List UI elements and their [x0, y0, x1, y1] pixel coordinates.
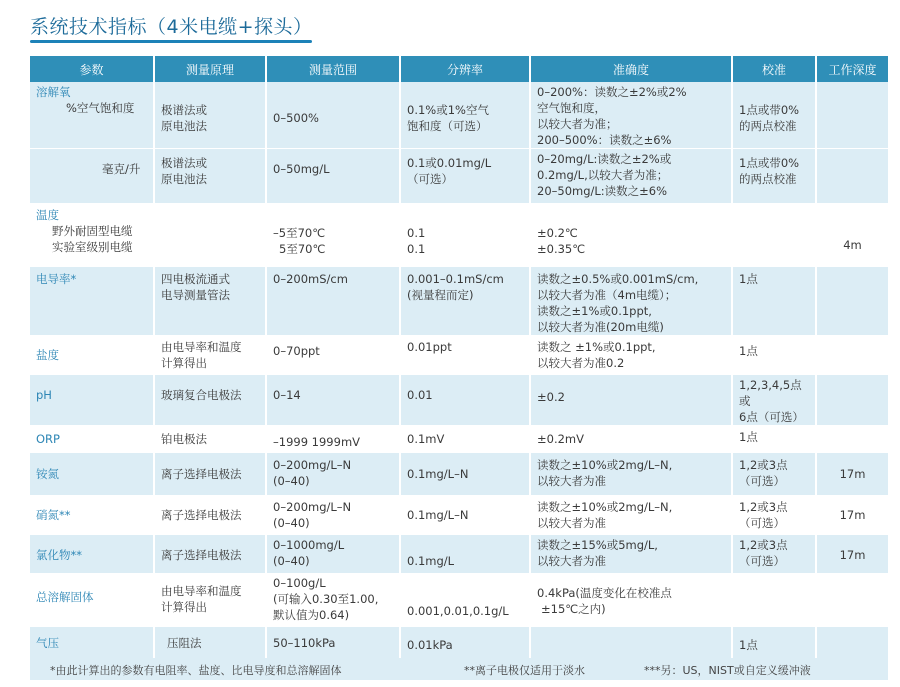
range-cell: 0–200mS/cm — [266, 267, 400, 335]
range-cell: 0–200mg/L–N (0–40) — [266, 495, 400, 535]
footnote-2: **离子电极仅适用于淡水 — [464, 664, 585, 677]
table-row — [30, 495, 888, 535]
principle-cell: 离子选择电极法 — [154, 495, 266, 535]
accuracy-cell: ±0.2℃ ±0.35℃ — [530, 203, 732, 267]
param-name: 总溶解固体 — [30, 573, 154, 627]
resolution-cell: 0.1 0.1 — [400, 203, 530, 267]
principle-cell: 玻璃复合电极法 — [154, 375, 266, 425]
table-row — [30, 535, 888, 573]
footnote-3: ***另：US，NIST或自定义缓冲液 — [644, 664, 811, 677]
principle-cell: 离子选择电极法 — [154, 453, 266, 495]
param-name: 温度 — [36, 207, 59, 222]
param-name: 溶解氧 — [36, 85, 71, 99]
header-calibration: 校准 — [732, 56, 816, 82]
table-row — [30, 82, 888, 149]
range-cell: 0–100g/L (可输入0.30至1.00, 默认值为0.64) — [266, 573, 400, 627]
calibration-cell — [732, 203, 816, 267]
calibration-cell: 1点 — [732, 267, 816, 335]
depth-cell — [816, 425, 888, 453]
page-title: 系统技术指标（4米电缆+探头） — [30, 16, 313, 38]
calibration-cell: 1点 — [732, 425, 816, 453]
resolution-cell: 0.01kPa — [400, 627, 530, 665]
depth-cell — [816, 573, 888, 627]
table-row — [30, 375, 888, 425]
depth-cell: 4m — [816, 203, 888, 267]
param-name: 气压 — [30, 627, 154, 665]
param-sub: %空气饱和度 — [66, 101, 135, 115]
accuracy-cell: 读数之 ±1%或0.1ppt, 以较大者为准0.2 — [530, 335, 732, 375]
principle-cell: 极谱法或 原电池法 — [154, 149, 266, 203]
principle-cell: 由电导率和温度 计算得出 — [154, 335, 266, 375]
principle-cell: 压阻法 — [154, 627, 266, 665]
accuracy-cell: ±0.2mV — [530, 425, 732, 453]
depth-cell — [816, 267, 888, 335]
depth-cell: 17m — [816, 453, 888, 495]
header-accuracy: 准确度 — [530, 56, 732, 82]
range-cell: 0–70ppt — [266, 335, 400, 375]
header-range: 测量范围 — [266, 56, 400, 82]
spec-table — [30, 56, 888, 665]
resolution-cell: 0.01ppt — [400, 335, 530, 375]
param-name: 氯化物** — [30, 535, 154, 573]
param-name: 硝氮** — [30, 495, 154, 535]
table-row — [30, 203, 888, 267]
range-cell: 0–1000mg/L (0–40) — [266, 535, 400, 573]
range-cell: –5至70℃ 5至70℃ — [266, 203, 400, 267]
table-row — [30, 335, 888, 375]
calibration-cell: 1点或带0% 的两点校准 — [732, 82, 816, 149]
table-row — [30, 573, 888, 627]
footnote-1: *由此计算出的参数有电阻率、盐度、比电导度和总溶解固体 — [50, 664, 342, 677]
range-cell: 0–200mg/L–N (0–40) — [266, 453, 400, 495]
resolution-cell: 0.1mg/L–N — [400, 495, 530, 535]
param-sub: 毫克/升 — [30, 149, 154, 203]
calibration-cell: 1点 — [732, 627, 816, 665]
param-name: 电导率* — [30, 267, 154, 335]
accuracy-cell: 0–200%：读数之±2%或2% 空气饱和度， 以较大者为准； 200–500%：读数之±6% — [530, 82, 732, 149]
depth-cell — [816, 82, 888, 149]
resolution-cell: 0.1mg/L–N — [400, 453, 530, 495]
calibration-cell: 1,2或3点 （可选） — [732, 535, 816, 573]
principle-cell: 极谱法或 原电池法 — [154, 82, 266, 149]
header-param: 参数 — [30, 56, 154, 82]
principle-cell: 离子选择电极法 — [154, 535, 266, 573]
resolution-cell: 0.001–0.1mS/cm (视量程而定) — [400, 267, 530, 335]
resolution-cell: 0.001,0.01,0.1g/L — [400, 573, 530, 627]
principle-cell — [154, 203, 266, 267]
table-row — [30, 425, 888, 453]
param-name: 盐度 — [30, 335, 154, 375]
accuracy-cell: 读数之±10%或2mg/L–N, 以较大者为准 — [530, 453, 732, 495]
calibration-cell: 1,2,3,4,5点或 6点（可选） — [732, 375, 816, 425]
param-name: 铵氮 — [30, 453, 154, 495]
depth-cell: 17m — [816, 535, 888, 573]
calibration-cell: 1点 — [732, 335, 816, 375]
table-row — [30, 453, 888, 495]
accuracy-cell: 0.4kPa(温度变化在校准点 ±15℃之内) — [530, 573, 732, 627]
resolution-cell: 0.1或0.01mg/L （可选） — [400, 149, 530, 203]
accuracy-cell: 读数之±0.5%或0.001mS/cm, 以较大者为准（4m电缆）； 读数之±1%或0.1ppt, 以较大者为准(20m电缆) — [530, 267, 732, 335]
param-name: ORP — [30, 425, 154, 453]
accuracy-cell: 0–20mg/L:读数之±2%或 0.2mg/L,以较大者为准； 20–50mg/L:读数之±6% — [530, 149, 732, 203]
resolution-cell: 0.1%或1%空气 饱和度（可选） — [400, 82, 530, 149]
header-depth: 工作深度 — [816, 56, 888, 82]
resolution-cell: 0.1mV — [400, 425, 530, 453]
table-row — [30, 149, 888, 203]
principle-cell: 由电导率和温度 计算得出 — [154, 573, 266, 627]
principle-cell: 铂电极法 — [154, 425, 266, 453]
table-row — [30, 267, 888, 335]
accuracy-cell: ±0.2 — [530, 375, 732, 425]
param-cell: 温度 野外耐固型电缆 实验室级别电缆 — [30, 203, 154, 267]
range-cell: 0–50mg/L — [266, 149, 400, 203]
calibration-cell: 1,2或3点 （可选） — [732, 495, 816, 535]
range-cell: –1999 1999mV — [266, 425, 400, 453]
title-underline — [30, 40, 312, 43]
calibration-cell: 1,2或3点 （可选） — [732, 453, 816, 495]
param-name: pH — [30, 375, 154, 425]
calibration-cell: 1点或带0% 的两点校准 — [732, 149, 816, 203]
range-cell: 0–500% — [266, 82, 400, 149]
range-cell: 50–110kPa — [266, 627, 400, 665]
depth-cell — [816, 375, 888, 425]
principle-cell: 四电极流通式 电导测量管法 — [154, 267, 266, 335]
depth-cell: 17m — [816, 495, 888, 535]
accuracy-cell: 读数之±10%或2mg/L–N, 以较大者为准 — [530, 495, 732, 535]
accuracy-cell: 读数之±15%或5mg/L, 以较大者为准 — [530, 535, 732, 573]
footnote-bar — [30, 658, 888, 680]
resolution-cell: 0.01 — [400, 375, 530, 425]
table-header-row — [30, 56, 888, 82]
header-principle: 测量原理 — [154, 56, 266, 82]
param-cell — [30, 82, 154, 149]
depth-cell — [816, 335, 888, 375]
header-resolution: 分辨率 — [400, 56, 530, 82]
calibration-cell — [732, 573, 816, 627]
depth-cell — [816, 149, 888, 203]
resolution-cell: 0.1mg/L — [400, 535, 530, 573]
range-cell: 0–14 — [266, 375, 400, 425]
